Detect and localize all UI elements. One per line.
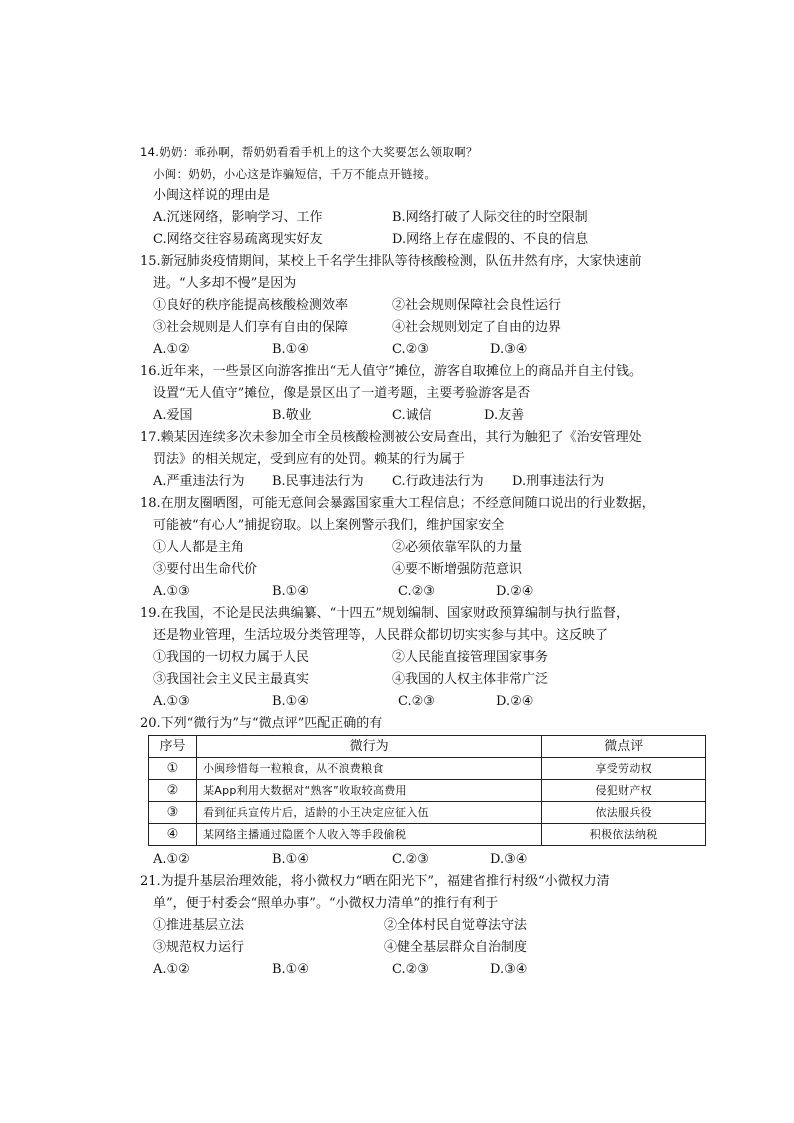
q18-statement-2: ②必须依靠军队的力量 [392,540,523,555]
q20-option-b: B.①④ [272,852,309,867]
table-header-comment: 微点评 [542,736,706,758]
q18-option-a: A.①③ [153,584,190,599]
q18-stem-line1: 18.在朋友圈晒图，可能无意间会暴露国家重大工程信息；不经意间随口说出的行业数据， [140,496,655,511]
table-cell-behavior: 某App利用大数据对“熟客”收取较高费用 [196,780,541,802]
q19-statement-1: ①我国的一切权力属于人民 [153,650,310,665]
q21-option-b: B.①④ [272,962,309,977]
table-header-row [149,736,706,758]
q14-option-b: B.网络打破了人际交往的时空限制 [392,210,588,225]
q14-option-a: A.沉迷网络，影响学习、工作 [153,210,323,225]
q14-option-c: C.网络交往容易疏离现实好友 [153,232,323,247]
q17-option-d: D.刑事违法行为 [512,474,605,489]
q17-stem-line1: 17.赖某因连续多次未参加全市全员核酸检测被公安局查出，其行为触犯了《治安管理处 [140,430,642,445]
table-cell-comment: 享受劳动权 [542,758,706,780]
table-cell-index: ④ [149,824,197,846]
q18-option-c: C.②③ [398,584,435,599]
q20-option-d: D.③④ [490,852,528,867]
q21-statement-3: ③规范权力运行 [153,940,245,955]
q15-statement-3: ③社会规则是人们享有自由的保障 [153,320,349,335]
q15-statement-2: ②社会规则保障社会良性运行 [392,298,562,313]
q19-stem-line1: 19.在我国，不论是民法典编纂、“十四五”规划编制、国家财政预算编制与执行监督， [140,606,629,621]
q15-statement-1: ①良好的秩序能提高核酸检测效率 [153,298,349,313]
q21-option-c: C.②③ [392,962,429,977]
table-row [149,780,706,802]
q19-stem-line2: 还是物业管理，生活垃圾分类管理等，人民群众都切切实实参与其中。这反映了 [153,628,609,643]
q15-option-d: D.③④ [490,342,528,357]
q18-option-d: D.②④ [496,584,534,599]
q15-option-a: A.①② [153,342,190,357]
q21-statement-4: ④健全基层群众自治制度 [384,940,528,955]
q20-option-c: C.②③ [392,852,429,867]
q14-question: 小闽这样说的理由是 [153,188,271,203]
q21-option-a: A.①② [153,962,190,977]
q18-stem-line2: 可能被“有心人”捕捉窃取。以上案例警示我们，维护国家安全 [153,518,505,533]
q15-stem-line2: 进。“人多却不慢”是因为 [153,276,297,291]
table-row [149,758,706,780]
q21-stem-line1: 21.为提升基层治理效能，将小微权力“晒在阳光下”，福建省推行村级“小微权力清 [140,874,610,889]
q16-option-b: B.敬业 [272,408,312,423]
q14-option-d: D.网络上存在虚假的、不良的信息 [392,232,589,247]
table-cell-comment: 侵犯财产权 [542,780,706,802]
q17-stem-line2: 罚法》的相关规定，受到应有的处罚。赖某的行为属于 [153,452,466,467]
q18-statement-4: ④要不断增强防范意识 [392,562,523,577]
table-cell-index: ② [149,780,197,802]
q19-option-b: B.①④ [272,694,309,709]
q15-statement-4: ④社会规则划定了自由的边界 [392,320,562,335]
q18-statement-3: ③要付出生命代价 [153,562,258,577]
q17-option-a: A.严重违法行为 [153,474,245,489]
q14-stem: 14.奶奶：乖孙啊，帮奶奶看看手机上的这个大奖要怎么领取啊？ [140,145,478,159]
table-cell-behavior: 某网络主播通过隐匿个人收入等手段偷税 [196,824,541,846]
q18-statement-1: ①人人都是主角 [153,540,245,555]
q20-option-a: A.①② [153,852,190,867]
table-cell-behavior: 小闽珍惜每一粒粮食，从不浪费粮食 [196,758,541,780]
table-cell-index: ① [149,758,197,780]
q15-option-b: B.①④ [272,342,309,357]
table-row [149,802,706,824]
q15-stem-line1: 15.新冠肺炎疫情期间，某校上千名学生排队等待核酸检测，队伍井然有序，大家快速前 [140,254,642,269]
q17-option-c: C.行政违法行为 [392,474,484,489]
table-cell-behavior: 看到征兵宣传片后，适龄的小王决定应征入伍 [196,802,541,824]
q19-statement-4: ④我国的人权主体非常广泛 [392,672,549,687]
table-header-index: 序号 [149,736,197,758]
q21-option-d: D.③④ [490,962,528,977]
q21-statement-1: ①推进基层立法 [153,918,245,933]
table-cell-comment: 依法服兵役 [542,802,706,824]
q19-statement-3: ③我国社会主义民主最真实 [153,672,310,687]
q16-stem-line2: 设置“无人值守”摊位，像是景区出了一道考题，主要考验游客是否 [153,386,531,401]
q21-stem-line2: 单”，便于村委会“照单办事”。“小微权力清单”的推行有利于 [153,896,499,911]
q14-reply: 小闽：奶奶，小心这是诈骗短信，千万不能点开链接。 [153,167,437,181]
q19-option-d: D.②④ [496,694,534,709]
q20-stem: 20.下列“微行为”与“微点评”匹配正确的有 [140,716,383,731]
q19-option-c: C.②③ [398,694,435,709]
q16-option-c: C.诚信 [392,408,432,423]
table-row [149,824,706,846]
q18-option-b: B.①④ [272,584,309,599]
table-cell-index: ③ [149,802,197,824]
q20-matching-table [148,735,706,846]
q15-option-c: C.②③ [392,342,429,357]
table-header-behavior: 微行为 [196,736,541,758]
q17-option-b: B.民事违法行为 [272,474,364,489]
q16-option-a: A.爱国 [153,408,193,423]
q19-option-a: A.①③ [153,694,190,709]
q16-stem-line1: 16.近年来，一些景区向游客推出“无人值守”摊位，游客自取摊位上的商品并自主付钱。 [140,364,642,379]
table-cell-comment: 积极依法纳税 [542,824,706,846]
q21-statement-2: ②全体村民自觉尊法守法 [384,918,528,933]
q16-option-d: D.友善 [484,408,525,423]
q19-statement-2: ②人民能直接管理国家事务 [392,650,549,665]
